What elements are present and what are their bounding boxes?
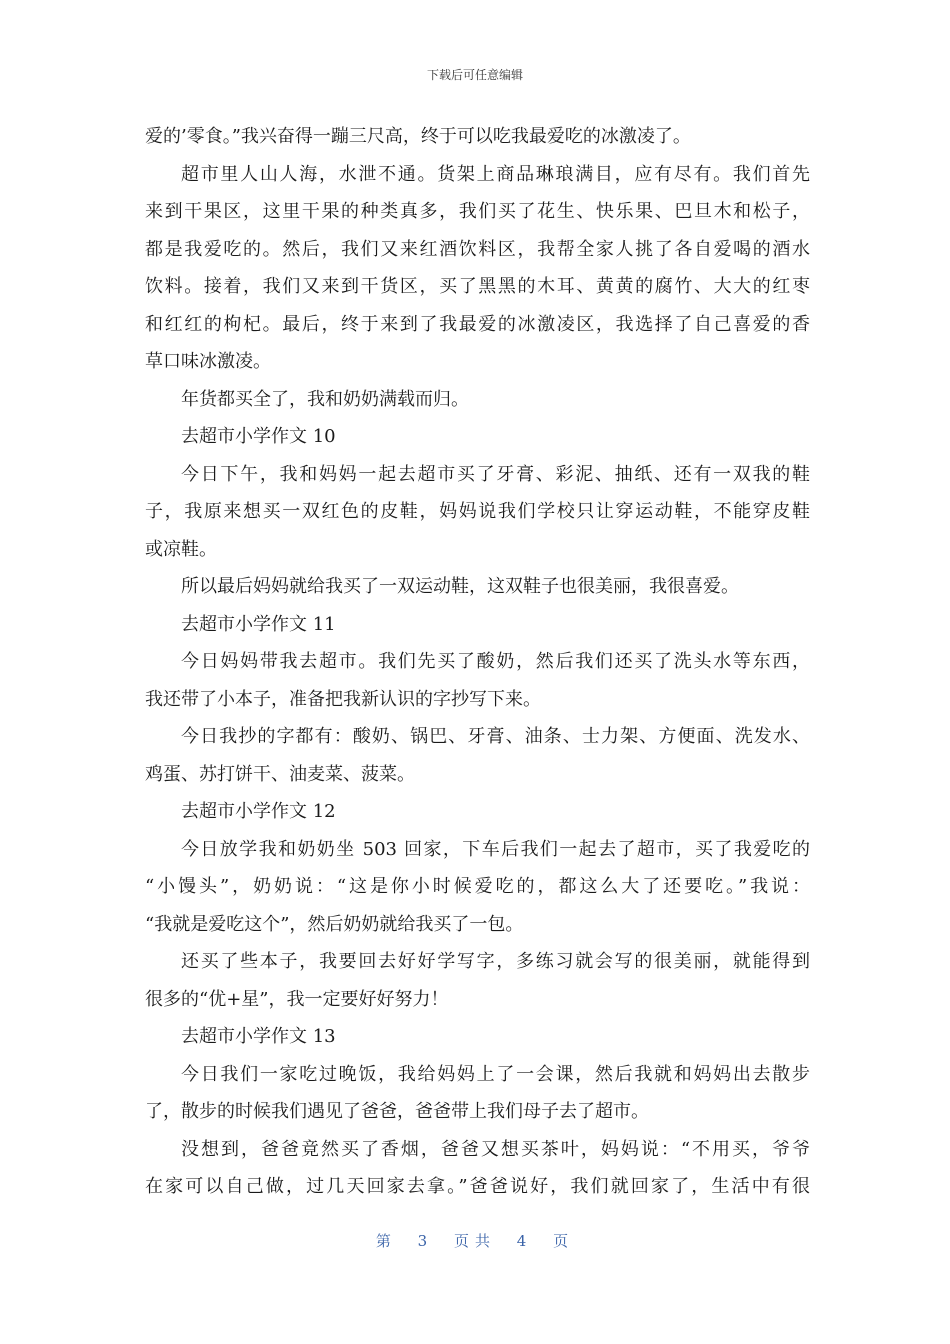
text-line: 年货都买全了，我和奶奶满载而归。	[181, 388, 469, 410]
page-number-footer: 第 3 页共 4 页	[375, 1232, 575, 1250]
document-body	[145, 118, 810, 1206]
text-line: 今日我抄的字都有：酸奶、锅巴、牙膏、油条、士力架、方便面、洗发水、	[181, 726, 810, 747]
text-line: 去超市小学作文 10	[181, 426, 336, 447]
text-line: “小馒头”，奶奶说：“这是你小时候爱吃的，都这么大了还要吃。”我说：	[145, 876, 810, 897]
text-line: 去超市小学作文 13	[181, 1026, 336, 1047]
page-header: 下载后可任意编辑	[426, 68, 523, 82]
text-line: 很多的“优+星”，我一定要好好努力！	[145, 988, 449, 1010]
text-line: 都是我爱吃的。然后，我们又来红酒饮料区，我帮全家人挑了各自爱喝的酒水	[145, 238, 810, 260]
text-line: 还买了些本子，我要回去好好学写字，多练习就会写的很美丽，就能得到	[181, 951, 810, 972]
text-line: 在家可以自己做，过几天回家去拿。”爸爸说好，我们就回家了，生活中有很	[145, 1176, 810, 1197]
text-line: 来到干果区，这里干果的种类真多，我们买了花生、快乐果、巴旦木和松子，	[145, 201, 810, 222]
text-line: 去超市小学作文 11	[181, 613, 336, 635]
text-line: 或凉鞋。	[145, 538, 217, 560]
text-line: 我还带了小本子，准备把我新认识的字抄写下来。	[145, 688, 541, 710]
text-line: 今日放学我和奶奶坐 503 回家，下车后我们一起去了超市，买了我爱吃的	[181, 838, 810, 860]
text-line: 了，散步的时候我们遇见了爸爸，爸爸带上我们母子去了超市。	[145, 1101, 649, 1122]
text-line: 超市里人山人海，水泄不通。货架上商品琳琅满目，应有尽有。我们首先	[181, 163, 810, 185]
text-line: 鸡蛋、苏打饼干、油麦菜、菠菜。	[145, 763, 415, 785]
text-line: 今日妈妈带我去超市。我们先买了酸奶，然后我们还买了洗头水等东西，	[181, 651, 810, 672]
text-line: 和红红的枸杞。最后，终于来到了我最爱的冰激凌区，我选择了自己喜爱的香	[145, 313, 810, 335]
text-line: 爱的’零食。”我兴奋得一蹦三尺高，终于可以吃我最爱吃的冰激凌了。	[145, 126, 691, 147]
text-line: 没想到，爸爸竟然买了香烟，爸爸又想买茶叶，妈妈说：“不用买，爷爷	[181, 1138, 810, 1160]
text-line: “我就是爱吃这个”，然后奶奶就给我买了一包。	[145, 913, 524, 935]
text-line: 所以最后妈妈就给我买了一双运动鞋，这双鞋子也很美丽，我很喜爱。	[181, 576, 739, 597]
text-line: 今日我们一家吃过晚饭，我给妈妈上了一会课，然后我就和妈妈出去散步	[181, 1063, 810, 1085]
text-line: 饮料。接着，我们又来到干货区，买了黑黑的木耳、黄黄的腐竹、大大的红枣	[145, 276, 810, 297]
text-line: 草口味冰激凌。	[145, 351, 271, 372]
text-line: 去超市小学作文 12	[181, 801, 336, 822]
text-line: 今日下午，我和妈妈一起去超市买了牙膏、彩泥、抽纸、还有一双我的鞋	[181, 463, 810, 485]
text-line: 子，我原来想买一双红色的皮鞋，妈妈说我们学校只让穿运动鞋，不能穿皮鞋	[145, 501, 810, 522]
